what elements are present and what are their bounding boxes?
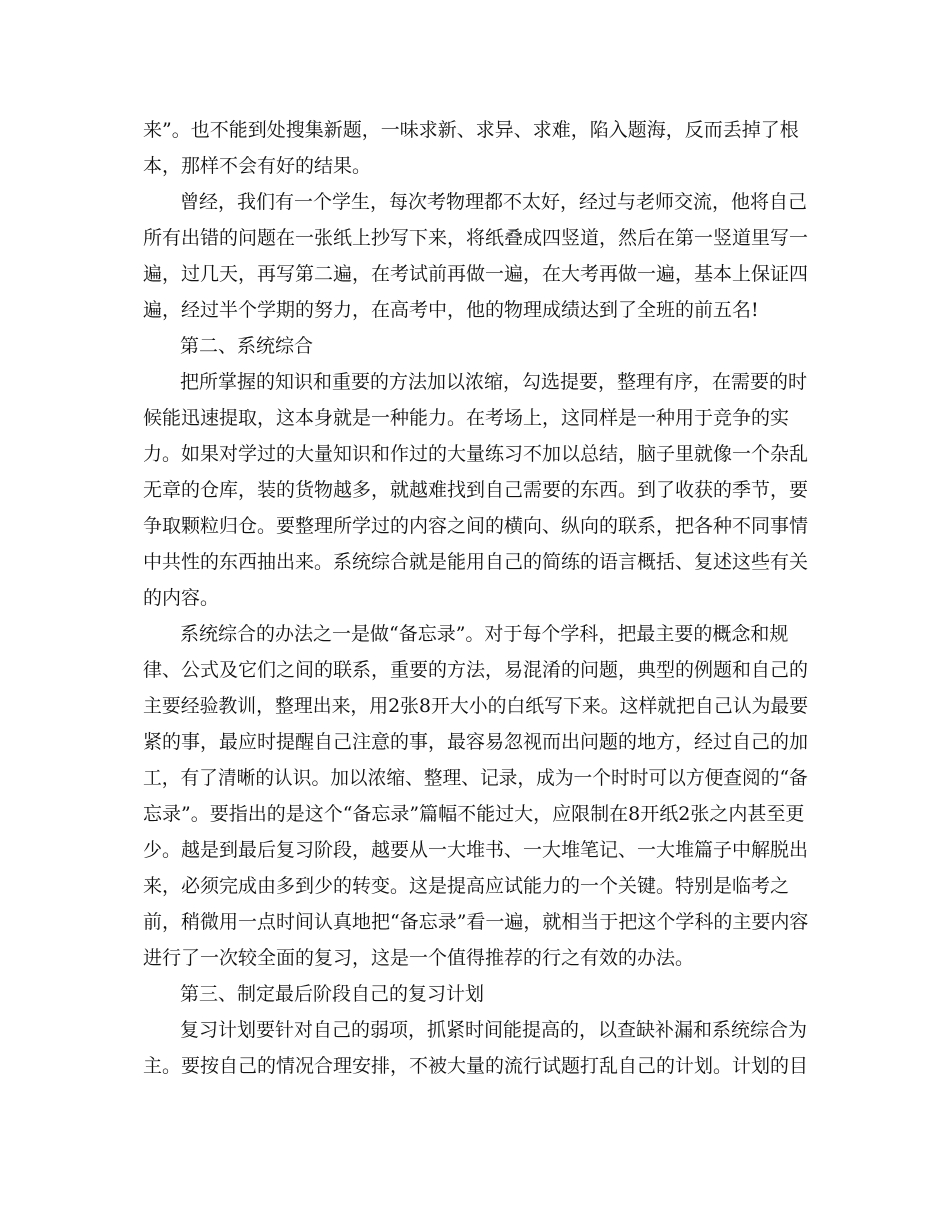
text-line: 来”。也不能到处搜集新题，一味求新、求异、求难，陷入题海，反而丢掉了根 — [143, 119, 799, 141]
text-line: 紧的事，最应时提醒自己注意的事，最容易忽视而出问题的地方，经过自己的加 — [143, 731, 809, 753]
text-line: 工，有了清晰的认识。加以浓缩、整理、记录，成为一个时时可以方便查阅的“备 — [143, 767, 808, 789]
section-heading-2: 第二、系统综合 — [180, 335, 314, 357]
text-line: 主要经验教训，整理出来，用2张8开大小的白纸写下来。这样就把自己认为最要 — [143, 695, 809, 717]
text-line: 所有出错的问题在一张纸上抄写下来，将纸叠成四竖道，然后在第一竖道里写一 — [143, 227, 809, 249]
text-line: 力。如果对学过的大量知识和作过的大量练习不加以总结，脑子里就像一个杂乱 — [143, 443, 809, 465]
text-line: 来，必须完成由多到少的转变。这是提高应试能力的一个关键。特别是临考之 — [143, 875, 790, 897]
text-line: 进行了一次较全面的复习，这是一个值得推荐的行之有效的办法。 — [143, 947, 695, 969]
text-line: 争取颗粒归仓。要整理所学过的内容之间的横向、纵向的联系，把各种不同事情 — [143, 515, 809, 537]
text-line: 少。越是到最后复习阶段，越要从一大堆书、一大堆笔记、一大堆篇子中解脱出 — [143, 839, 809, 861]
text-line: 遍，经过半个学期的努力，在高考中，他的物理成绩达到了全班的前五名! — [143, 299, 759, 321]
section-heading-3: 第三、制定最后阶段自己的复习计划 — [180, 983, 485, 1005]
text-line: 中共性的东西抽出来。系统综合就是能用自己的简练的语言概括、复述这些有关 — [143, 551, 809, 573]
text-line: 的内容。 — [143, 587, 220, 609]
text-line: 律、公式及它们之间的联系，重要的方法，易混淆的问题，典型的例题和自己的 — [143, 659, 809, 681]
text-line: 忘录”。要指出的是这个“备忘录”篇幅不能过大，应限制在8开纸2张之内甚至更 — [143, 803, 805, 825]
text-line: 候能迅速提取，这本身就是一种能力。在考场上，这同样是一种用于竞争的实 — [143, 407, 790, 429]
paragraph-start-line: 系统综合的办法之一是做“备忘录”。对于每个学科，把最主要的概念和规 — [180, 623, 789, 645]
text-line: 遍，过几天，再写第二遍，在考试前再做一遍，在大考再做一遍，基本上保证四 — [143, 263, 809, 285]
paragraph-start-line: 曾经，我们有一个学生，每次考物理都不太好，经过与老师交流，他将自己 — [180, 191, 808, 213]
paragraph-start-line: 把所掌握的知识和重要的方法加以浓缩，勾选提要，整理有序，在需要的时 — [180, 371, 808, 393]
text-line: 无章的仓库，装的货物越多，就越难找到自己需要的东西。到了收获的季节，要 — [143, 479, 809, 501]
text-line: 前，稍微用一点时间认真地把“备忘录”看一遍，就相当于把这个学科的主要内容 — [143, 911, 809, 933]
text-line: 主。要按自己的情况合理安排，不被大量的流行试题打乱自己的计划。计划的目 — [143, 1055, 809, 1077]
text-line: 本，那样不会有好的结果。 — [143, 155, 372, 177]
paragraph-start-line: 复习计划要针对自己的弱项，抓紧时间能提高的，以查缺补漏和系统综合为 — [180, 1019, 808, 1041]
